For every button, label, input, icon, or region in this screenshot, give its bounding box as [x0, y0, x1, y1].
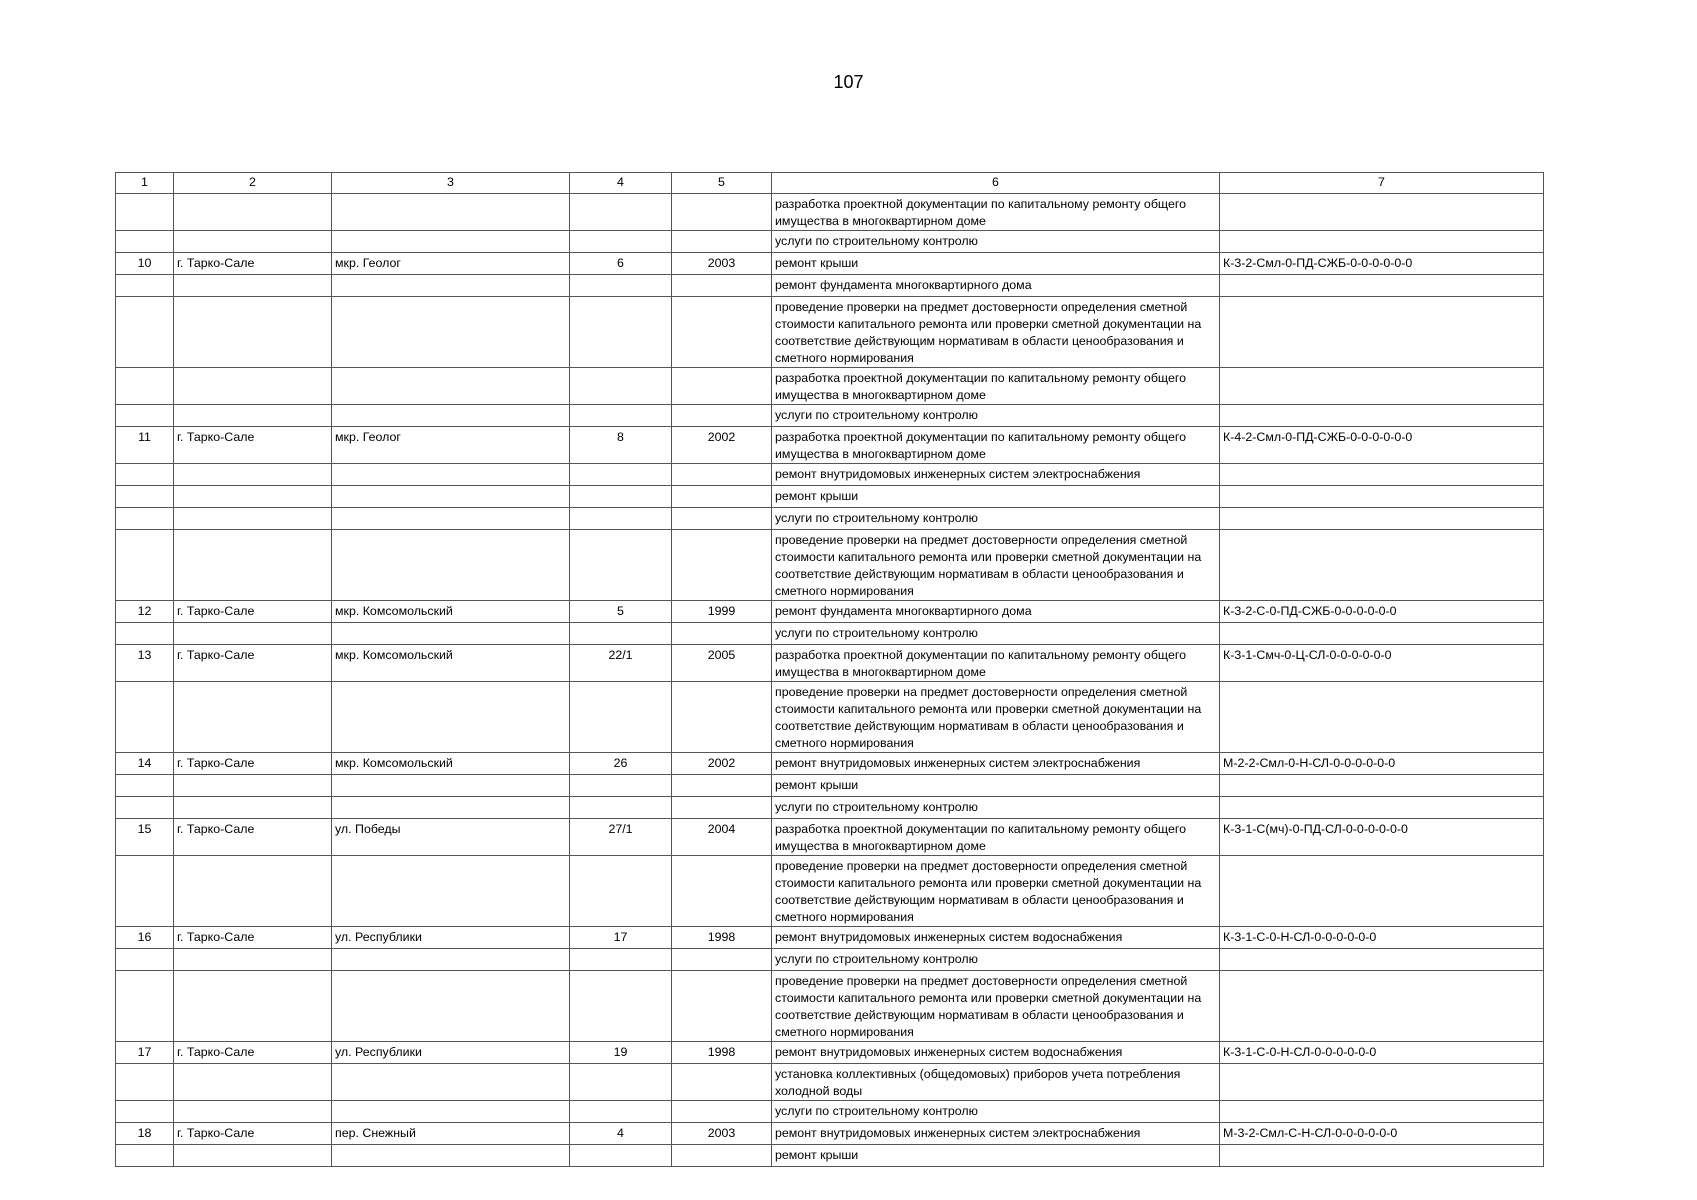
house-code-cell — [1220, 1064, 1544, 1101]
table-row — [116, 949, 1544, 971]
house-code-cell — [1220, 194, 1544, 231]
house-code-cell — [1220, 486, 1544, 508]
year-cell — [672, 971, 772, 1042]
table-row — [116, 253, 1544, 275]
table-row — [116, 405, 1544, 427]
table-row — [116, 753, 1544, 775]
work-type-cell: ремонт внутридомовых инженерных систем водоснабжения — [772, 1042, 1220, 1064]
city-cell — [174, 971, 332, 1042]
house-code-cell: М-2-2-Смл-0-Н-СЛ-0-0-0-0-0-0 — [1220, 753, 1544, 775]
street-cell — [332, 486, 570, 508]
year-cell — [672, 275, 772, 297]
row-number: 18 — [116, 1123, 174, 1145]
city-cell: г. Тарко-Сале — [174, 1123, 332, 1145]
column-header: 6 — [772, 173, 1220, 194]
house-code-cell — [1220, 856, 1544, 927]
city-cell: г. Тарко-Сале — [174, 601, 332, 623]
table-row — [116, 275, 1544, 297]
table-row — [116, 1123, 1544, 1145]
house-cell: 8 — [570, 427, 672, 464]
city-cell: г. Тарко-Сале — [174, 753, 332, 775]
year-cell: 2005 — [672, 645, 772, 682]
city-cell — [174, 682, 332, 753]
row-number — [116, 194, 174, 231]
column-header: 5 — [672, 173, 772, 194]
column-header: 4 — [570, 173, 672, 194]
house-cell — [570, 1145, 672, 1167]
row-number: 13 — [116, 645, 174, 682]
table-row — [116, 1101, 1544, 1123]
row-number — [116, 275, 174, 297]
year-cell: 1998 — [672, 927, 772, 949]
city-cell: г. Тарко-Сале — [174, 253, 332, 275]
street-cell — [332, 775, 570, 797]
year-cell: 2002 — [672, 427, 772, 464]
year-cell: 2003 — [672, 253, 772, 275]
work-type-cell: ремонт крыши — [772, 486, 1220, 508]
house-cell — [570, 368, 672, 405]
street-cell: мкр. Комсомольский — [332, 601, 570, 623]
work-type-cell: разработка проектной документации по капитальному ремонту общего имущества в многоквартирном доме — [772, 819, 1220, 856]
city-cell — [174, 623, 332, 645]
house-code-cell — [1220, 405, 1544, 427]
year-cell — [672, 231, 772, 253]
house-code-cell — [1220, 231, 1544, 253]
column-header: 7 — [1220, 173, 1544, 194]
house-cell: 27/1 — [570, 819, 672, 856]
city-cell — [174, 297, 332, 368]
street-cell — [332, 530, 570, 601]
street-cell — [332, 797, 570, 819]
city-cell — [174, 275, 332, 297]
work-type-cell: ремонт крыши — [772, 775, 1220, 797]
work-type-cell: услуги по строительному контролю — [772, 405, 1220, 427]
city-cell — [174, 1064, 332, 1101]
table-row — [116, 297, 1544, 368]
street-cell — [332, 1145, 570, 1167]
work-type-cell: услуги по строительному контролю — [772, 949, 1220, 971]
street-cell — [332, 949, 570, 971]
year-cell — [672, 949, 772, 971]
year-cell — [672, 1145, 772, 1167]
work-type-cell: проведение проверки на предмет достоверности определения сметной стоимости капитального ремонта или проверки сметной документации на соответствие действующим нормативам в области ценообразования и сметного нормирования — [772, 856, 1220, 927]
table-header-row — [116, 173, 1544, 194]
house-cell: 26 — [570, 753, 672, 775]
table-row — [116, 601, 1544, 623]
house-cell: 17 — [570, 927, 672, 949]
year-cell — [672, 856, 772, 927]
house-cell — [570, 530, 672, 601]
house-code-cell: К-3-2-С-0-ПД-СЖБ-0-0-0-0-0-0 — [1220, 601, 1544, 623]
table-row — [116, 530, 1544, 601]
house-cell — [570, 405, 672, 427]
row-number — [116, 368, 174, 405]
street-cell — [332, 464, 570, 486]
table-row — [116, 1064, 1544, 1101]
house-code-cell — [1220, 508, 1544, 530]
table-row — [116, 856, 1544, 927]
page-number: 107 — [833, 72, 864, 92]
table-row — [116, 682, 1544, 753]
work-type-cell: ремонт фундамента многоквартирного дома — [772, 275, 1220, 297]
work-type-cell: услуги по строительному контролю — [772, 1101, 1220, 1123]
table-row — [116, 775, 1544, 797]
street-cell — [332, 971, 570, 1042]
row-number — [116, 464, 174, 486]
year-cell — [672, 682, 772, 753]
street-cell — [332, 297, 570, 368]
row-number: 16 — [116, 927, 174, 949]
house-code-cell — [1220, 464, 1544, 486]
table-row — [116, 927, 1544, 949]
row-number — [116, 856, 174, 927]
work-type-cell: услуги по строительному контролю — [772, 231, 1220, 253]
work-type-cell: проведение проверки на предмет достоверности определения сметной стоимости капитального ремонта или проверки сметной документации на соответствие действующим нормативам в области ценообразования и сметного нормирования — [772, 530, 1220, 601]
year-cell — [672, 775, 772, 797]
year-cell — [672, 405, 772, 427]
street-cell — [332, 194, 570, 231]
street-cell: ул. Республики — [332, 1042, 570, 1064]
city-cell — [174, 508, 332, 530]
work-type-cell: ремонт крыши — [772, 1145, 1220, 1167]
work-type-cell: ремонт внутридомовых инженерных систем электроснабжения — [772, 753, 1220, 775]
table-row — [116, 368, 1544, 405]
work-type-cell: ремонт внутридомовых инженерных систем электроснабжения — [772, 1123, 1220, 1145]
house-code-cell — [1220, 1145, 1544, 1167]
work-type-cell: услуги по строительному контролю — [772, 508, 1220, 530]
street-cell: мкр. Геолог — [332, 253, 570, 275]
year-cell — [672, 464, 772, 486]
work-type-cell: ремонт фундамента многоквартирного дома — [772, 601, 1220, 623]
house-code-cell — [1220, 971, 1544, 1042]
city-cell: г. Тарко-Сале — [174, 1042, 332, 1064]
house-cell — [570, 971, 672, 1042]
table-row — [116, 231, 1544, 253]
house-cell: 6 — [570, 253, 672, 275]
table-row — [116, 486, 1544, 508]
year-cell — [672, 1064, 772, 1101]
column-header: 2 — [174, 173, 332, 194]
work-type-cell: услуги по строительному контролю — [772, 623, 1220, 645]
house-cell — [570, 508, 672, 530]
work-type-cell: ремонт внутридомовых инженерных систем электроснабжения — [772, 464, 1220, 486]
row-number — [116, 486, 174, 508]
house-cell — [570, 486, 672, 508]
house-cell — [570, 275, 672, 297]
city-cell — [174, 1101, 332, 1123]
street-cell: мкр. Геолог — [332, 427, 570, 464]
house-code-cell: К-4-2-Смл-0-ПД-СЖБ-0-0-0-0-0-0 — [1220, 427, 1544, 464]
row-number — [116, 682, 174, 753]
table-row — [116, 819, 1544, 856]
street-cell — [332, 508, 570, 530]
year-cell: 2003 — [672, 1123, 772, 1145]
work-type-cell: разработка проектной документации по капитальному ремонту общего имущества в многоквартирном доме — [772, 368, 1220, 405]
table-row — [116, 645, 1544, 682]
row-number — [116, 971, 174, 1042]
house-code-cell — [1220, 775, 1544, 797]
year-cell: 2002 — [672, 753, 772, 775]
row-number — [116, 297, 174, 368]
table-row — [116, 464, 1544, 486]
street-cell — [332, 1101, 570, 1123]
house-code-cell — [1220, 623, 1544, 645]
street-cell — [332, 405, 570, 427]
city-cell: г. Тарко-Сале — [174, 927, 332, 949]
house-code-cell — [1220, 275, 1544, 297]
year-cell — [672, 1101, 772, 1123]
table-row — [116, 797, 1544, 819]
year-cell — [672, 623, 772, 645]
house-cell: 5 — [570, 601, 672, 623]
row-number — [116, 530, 174, 601]
row-number — [116, 797, 174, 819]
house-code-cell: К-3-1-С(мч)-0-ПД-СЛ-0-0-0-0-0-0 — [1220, 819, 1544, 856]
table-row — [116, 623, 1544, 645]
row-number — [116, 508, 174, 530]
year-cell: 2004 — [672, 819, 772, 856]
table-row — [116, 971, 1544, 1042]
street-cell: ул. Республики — [332, 927, 570, 949]
street-cell — [332, 368, 570, 405]
house-code-cell — [1220, 297, 1544, 368]
row-number: 17 — [116, 1042, 174, 1064]
street-cell — [332, 682, 570, 753]
house-code-cell: М-3-2-Смл-С-Н-СЛ-0-0-0-0-0-0 — [1220, 1123, 1544, 1145]
house-cell — [570, 797, 672, 819]
work-type-cell: ремонт внутридомовых инженерных систем водоснабжения — [772, 927, 1220, 949]
row-number — [116, 623, 174, 645]
city-cell — [174, 464, 332, 486]
city-cell — [174, 486, 332, 508]
row-number — [116, 231, 174, 253]
street-cell — [332, 231, 570, 253]
city-cell: г. Тарко-Сале — [174, 427, 332, 464]
year-cell: 1999 — [672, 601, 772, 623]
city-cell — [174, 775, 332, 797]
work-type-cell: разработка проектной документации по капитальному ремонту общего имущества в многоквартирном доме — [772, 427, 1220, 464]
table-row — [116, 427, 1544, 464]
house-cell: 22/1 — [570, 645, 672, 682]
city-cell — [174, 231, 332, 253]
year-cell: 1998 — [672, 1042, 772, 1064]
street-cell — [332, 275, 570, 297]
street-cell: мкр. Комсомольский — [332, 753, 570, 775]
row-number — [116, 949, 174, 971]
street-cell — [332, 623, 570, 645]
house-cell: 19 — [570, 1042, 672, 1064]
street-cell: мкр. Комсомольский — [332, 645, 570, 682]
house-cell — [570, 856, 672, 927]
house-code-cell — [1220, 1101, 1544, 1123]
house-code-cell — [1220, 949, 1544, 971]
year-cell — [672, 797, 772, 819]
row-number: 14 — [116, 753, 174, 775]
city-cell — [174, 1145, 332, 1167]
city-cell: г. Тарко-Сале — [174, 645, 332, 682]
year-cell — [672, 368, 772, 405]
year-cell — [672, 486, 772, 508]
house-code-cell — [1220, 530, 1544, 601]
house-cell: 4 — [570, 1123, 672, 1145]
year-cell — [672, 530, 772, 601]
house-code-cell: К-3-1-Смч-0-Ц-СЛ-0-0-0-0-0-0 — [1220, 645, 1544, 682]
city-cell — [174, 194, 332, 231]
house-cell — [570, 297, 672, 368]
work-type-cell: разработка проектной документации по капитальному ремонту общего имущества в многоквартирном доме — [772, 645, 1220, 682]
house-cell — [570, 1101, 672, 1123]
year-cell — [672, 194, 772, 231]
street-cell: пер. Снежный — [332, 1123, 570, 1145]
street-cell: ул. Победы — [332, 819, 570, 856]
house-code-cell — [1220, 682, 1544, 753]
row-number — [116, 775, 174, 797]
row-number — [116, 1064, 174, 1101]
house-code-cell — [1220, 797, 1544, 819]
column-header: 1 — [116, 173, 174, 194]
city-cell — [174, 368, 332, 405]
house-cell — [570, 194, 672, 231]
city-cell: г. Тарко-Сале — [174, 819, 332, 856]
city-cell — [174, 405, 332, 427]
table-row — [116, 1145, 1544, 1167]
work-type-cell: установка коллективных (общедомовых) приборов учета потребления холодной воды — [772, 1064, 1220, 1101]
house-cell — [570, 623, 672, 645]
house-cell — [570, 1064, 672, 1101]
work-type-cell: проведение проверки на предмет достоверности определения сметной стоимости капитального ремонта или проверки сметной документации на соответствие действующим нормативам в области ценообразования и сметного нормирования — [772, 682, 1220, 753]
house-code-cell: К-3-1-С-0-Н-СЛ-0-0-0-0-0-0 — [1220, 1042, 1544, 1064]
row-number: 11 — [116, 427, 174, 464]
row-number — [116, 1101, 174, 1123]
city-cell — [174, 530, 332, 601]
work-type-cell: проведение проверки на предмет достоверности определения сметной стоимости капитального ремонта или проверки сметной документации на соответствие действующим нормативам в области ценообразования и сметного нормирования — [772, 971, 1220, 1042]
house-code-cell — [1220, 368, 1544, 405]
table-row — [116, 194, 1544, 231]
house-cell — [570, 949, 672, 971]
work-type-cell: проведение проверки на предмет достоверности определения сметной стоимости капитального ремонта или проверки сметной документации на соответствие действующим нормативам в области ценообразования и сметного нормирования — [772, 297, 1220, 368]
table-row — [116, 1042, 1544, 1064]
house-code-cell: К-3-2-Смл-0-ПД-СЖБ-0-0-0-0-0-0 — [1220, 253, 1544, 275]
street-cell — [332, 1064, 570, 1101]
row-number: 15 — [116, 819, 174, 856]
year-cell — [672, 297, 772, 368]
street-cell — [332, 856, 570, 927]
row-number: 12 — [116, 601, 174, 623]
city-cell — [174, 949, 332, 971]
table-row — [116, 508, 1544, 530]
work-type-cell: ремонт крыши — [772, 253, 1220, 275]
row-number — [116, 405, 174, 427]
house-cell — [570, 464, 672, 486]
work-type-cell: разработка проектной документации по капитальному ремонту общего имущества в многоквартирном доме — [772, 194, 1220, 231]
house-cell — [570, 775, 672, 797]
row-number: 10 — [116, 253, 174, 275]
city-cell — [174, 856, 332, 927]
house-cell — [570, 682, 672, 753]
house-cell — [570, 231, 672, 253]
works-table — [115, 172, 1544, 1167]
row-number — [116, 1145, 174, 1167]
house-code-cell: К-3-1-С-0-Н-СЛ-0-0-0-0-0-0 — [1220, 927, 1544, 949]
year-cell — [672, 508, 772, 530]
work-type-cell: услуги по строительному контролю — [772, 797, 1220, 819]
column-header: 3 — [332, 173, 570, 194]
city-cell — [174, 797, 332, 819]
